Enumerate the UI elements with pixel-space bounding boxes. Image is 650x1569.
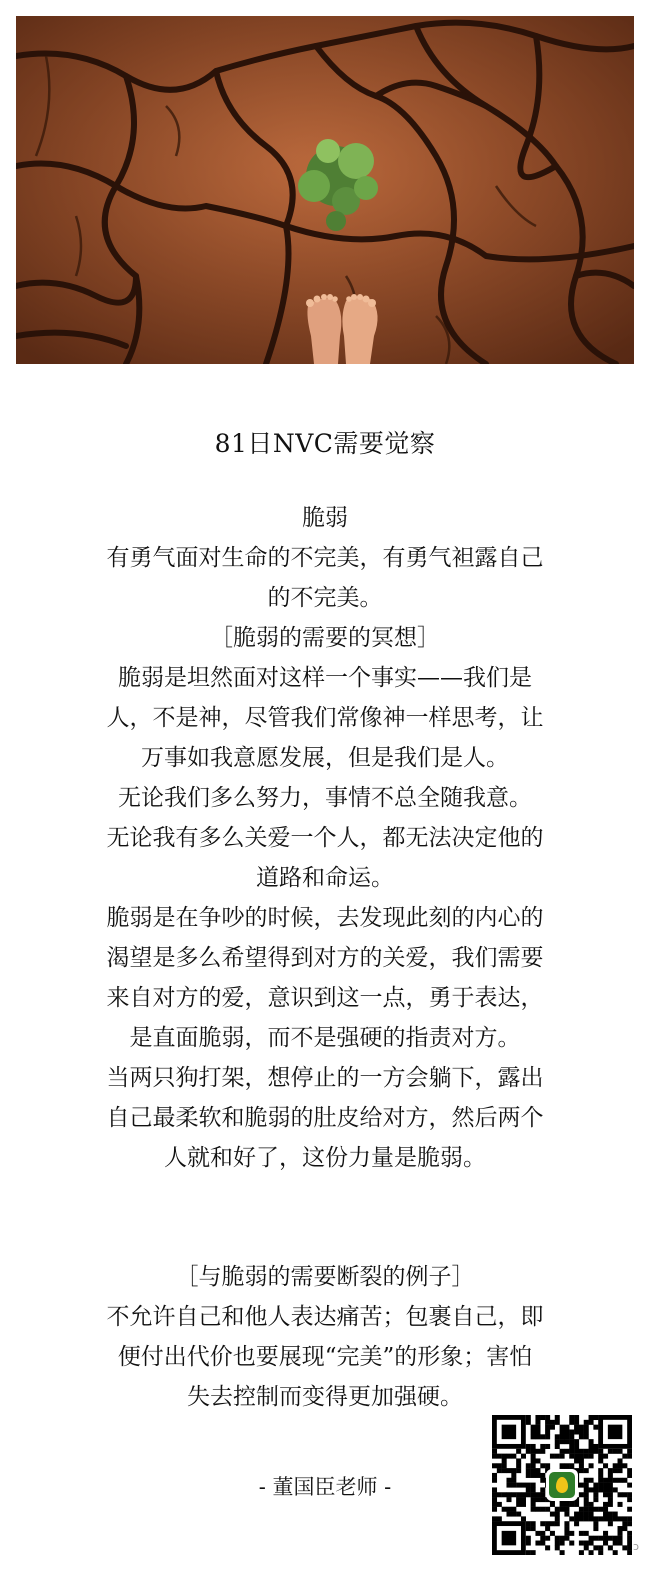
text-line: 的不完美。 [267,585,383,611]
disconnection-examples-text [80,1257,570,1417]
qr-finder-pattern [494,1417,523,1446]
vulnerability-meditation-text [80,498,570,1178]
text-line: 脆弱 [302,505,348,531]
hero-photo [16,16,634,364]
text-line: 无论我有多么关爱一个人，都无法决定他的 [106,825,544,851]
text-line: 不允许自己和他人表达痛苦；包裹自己，即 [106,1304,544,1330]
text-line: 渴望是多么希望得到对方的关爱，我们需要 [106,945,544,971]
text-line: 当两只狗打架，想停止的一方会躺下，露出 [106,1065,544,1091]
text-line: 来自对方的爱，意识到这一点，勇于表达， [106,985,544,1011]
text-line: 是直面脆弱，而不是强硬的指责对方。 [129,1025,521,1051]
text-line: 道路和命运。 [256,865,394,891]
author-signature: - 董国臣老师 - [258,1475,392,1499]
text-line: 脆弱是坦然面对这样一个事实——我们是 [118,665,532,691]
section-heading: ［脆弱的需要的冥想］ [210,625,440,651]
qr-logo-icon [546,1469,578,1501]
corner-mark: ↄ [633,1540,640,1553]
article-title: 81日NVC需要觉察 [214,429,436,458]
text-line: 无论我们多么努力，事情不总全随我意。 [118,785,532,811]
text-line: 人，不是神，尽管我们常像神一样思考，让 [106,705,544,731]
qr-finder-pattern [601,1417,630,1446]
text-line: 便付出代价也要展现“完美”的形象；害怕 [117,1344,533,1370]
text-line: 有勇气面对生命的不完美，有勇气袒露自己 [106,545,544,571]
text-line: 自己最柔软和脆弱的肚皮给对方，然后两个 [106,1105,544,1131]
text-line: 万事如我意愿发展，但是我们是人。 [141,745,509,771]
text-line: 人就和好了，这份力量是脆弱。 [164,1145,486,1171]
section-heading: ［与脆弱的需要断裂的例子］ [175,1264,475,1290]
qr-finder-pattern [494,1524,523,1553]
text-line: 失去控制而变得更加强硬。 [187,1384,463,1410]
text-line: 脆弱是在争吵的时候，去发现此刻的内心的 [106,905,544,931]
qr-code [492,1415,632,1555]
cracked-earth-illustration [16,16,634,364]
